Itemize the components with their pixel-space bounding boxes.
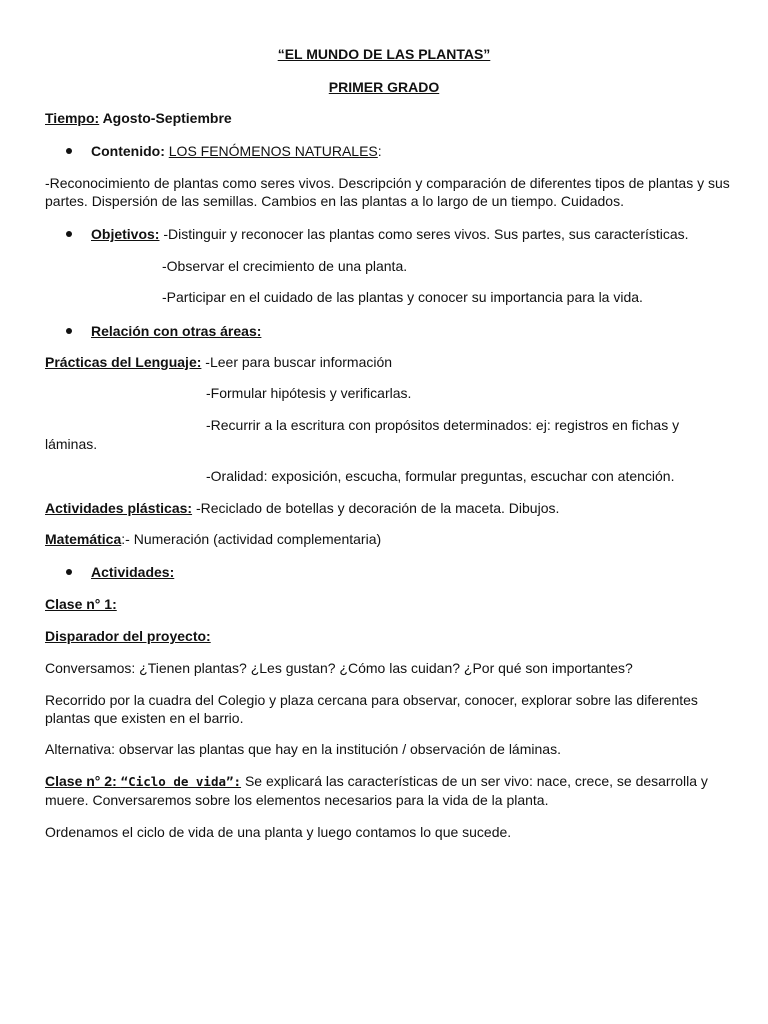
contenido-line (91, 142, 382, 160)
practicas-item: -Formular hipótesis y verificarlas. (206, 385, 412, 401)
objetivos-line (91, 225, 689, 243)
grade-heading: PRIMER GRADO (328, 79, 440, 95)
relacion-heading: Relación con otras áreas: (91, 323, 262, 339)
actividades-heading: Actividades: (91, 564, 175, 580)
clase2-text: Se explicará las características de un ser vivo: nace, crece, se desarrolla y (241, 773, 708, 789)
ciclo-label: “Ciclo de vida”: (120, 774, 242, 789)
matematica-line (45, 530, 381, 548)
objetivo-item: -Distinguir y reconocer las plantas como seres vivos. Sus partes, sus características. (159, 226, 689, 242)
objetivo-item: -Observar el crecimiento de una planta. (162, 258, 408, 274)
ordenamos-text: Ordenamos el ciclo de vida de una planta y luego contamos lo que sucede. (45, 824, 512, 840)
clase2-label: Clase n° 2: (45, 773, 121, 789)
document-title: “EL MUNDO DE LAS PLANTAS” (277, 46, 491, 62)
practicas-label: Prácticas del Lenguaje: (45, 354, 202, 370)
matematica-value: :- Numeración (actividad complementaria) (121, 531, 382, 547)
recorrido-text: Recorrido por la cuadra del Colegio y plaza cercana para observar, conocer, explorar sobre las diferentes (45, 692, 698, 708)
clase1-heading: Clase n° 1: (45, 596, 117, 612)
practicas-line (45, 353, 392, 371)
bullet-icon (66, 569, 72, 575)
plasticas-value: -Reciclado de botellas y decoración de la maceta. Dibujos. (192, 500, 560, 516)
contenido-text-line: -Reconocimiento de plantas como seres vivos. Descripción y comparación de diferentes tipos de plantas y sus (45, 175, 730, 191)
bullet-icon (66, 148, 72, 154)
clase2-text: muere. Conversaremos sobre los elementos necesarios para la vida de la planta. (45, 792, 549, 808)
tiempo-label: Tiempo: (45, 110, 100, 126)
objetivos-label: Objetivos: (91, 226, 160, 242)
contenido-label: Contenido: (91, 143, 165, 159)
contenido-suffix: : (377, 143, 382, 159)
practicas-item: -Oralidad: exposición, escucha, formular preguntas, escuchar con atención. (206, 468, 675, 484)
tiempo-value: Agosto-Septiembre (99, 110, 232, 126)
clase2-line (45, 772, 708, 791)
conversamos-text: Conversamos: ¿Tienen plantas? ¿Les gustan? ¿Cómo las cuidan? ¿Por qué son importantes? (45, 660, 633, 676)
bullet-icon (66, 328, 72, 334)
practicas-item: -Leer para buscar información (201, 354, 393, 370)
practicas-item: -Recurrir a la escritura con propósitos determinados: ej: registros en fichas y (206, 417, 680, 433)
contenido-value: LOS FENÓMENOS NATURALES (168, 143, 378, 159)
recorrido-text: plantas que existen en el barrio. (45, 710, 244, 726)
plasticas-line (45, 499, 559, 517)
alternativa-text: Alternativa: observar las plantas que hay en la institución / observación de láminas. (45, 741, 561, 757)
contenido-text-line: partes. Dispersión de las semillas. Cambios en las plantas a lo largo de un tiempo. Cuidados. (45, 193, 624, 209)
tiempo-line (45, 109, 232, 127)
objetivo-item: -Participar en el cuidado de las plantas y conocer su importancia para la vida. (162, 289, 643, 305)
practicas-item: láminas. (45, 436, 98, 452)
disparador-heading: Disparador del proyecto: (45, 628, 211, 644)
bullet-icon (66, 231, 72, 237)
plasticas-label: Actividades plásticas: (45, 500, 193, 516)
matematica-label: Matemática (45, 531, 122, 547)
